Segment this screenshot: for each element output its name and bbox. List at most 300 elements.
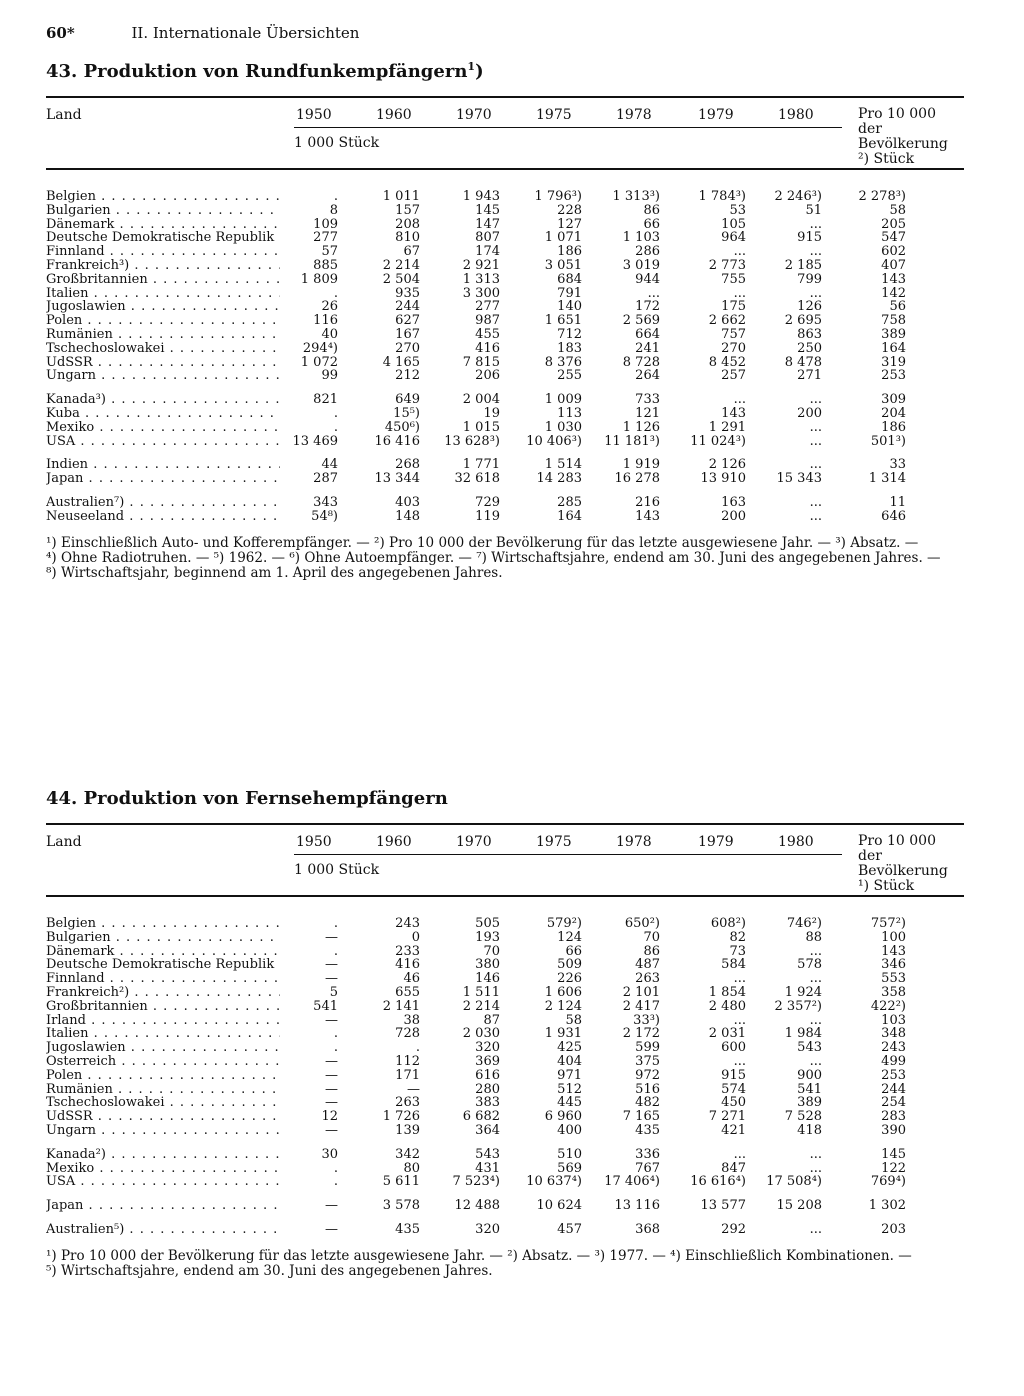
value-cell: 1 606: [544, 984, 582, 1000]
value-cell: 143: [881, 271, 906, 287]
country-name: Finnland . . .: [46, 972, 280, 986]
value-cell: 119: [475, 508, 500, 524]
value-cell: 228: [557, 202, 582, 218]
chapter-title: II. Internationale Übersichten: [131, 24, 360, 42]
table-row: [46, 369, 964, 383]
table-44-section: [46, 788, 964, 1279]
value-cell: 2 214: [462, 998, 500, 1014]
value-cell: 972: [635, 1067, 660, 1083]
value-cell: 175: [721, 299, 746, 315]
value-cell: 1 854: [708, 984, 746, 1000]
table-row: [46, 1162, 964, 1176]
value-cell: 58: [889, 202, 906, 218]
country-name: Dänemark . . .: [46, 218, 280, 232]
value-cell: 791: [557, 285, 582, 301]
value-cell: ...: [809, 457, 822, 473]
header-land: Land: [46, 107, 82, 123]
value-cell: ...: [809, 1053, 822, 1069]
table-row: [46, 458, 964, 472]
table-row: [46, 287, 964, 301]
value-cell: —: [325, 1053, 338, 1069]
header-year-1978: 1978: [616, 834, 652, 850]
footnote-line: ⁴) Ohne Radiotruhen. — ⁵) 1962. — ⁶) Ohne Autoempfänger. — ⁷) Wirtschaftsjahre, endend am 30. Juni des angegebenen Jahres. —: [46, 549, 941, 566]
value-cell: 122: [881, 1160, 906, 1176]
value-cell: 13 116: [614, 1198, 660, 1214]
value-cell: 174: [475, 244, 500, 260]
value-cell: 1 809: [300, 271, 338, 287]
value-cell: 971: [557, 1067, 582, 1083]
value-cell: 509: [557, 957, 582, 973]
value-cell: 13 344: [374, 471, 420, 487]
country-name: Deutsche Demokratische Republik . . .: [46, 958, 280, 972]
value-cell: ...: [809, 494, 822, 510]
value-cell: .: [333, 419, 338, 435]
value-cell: 140: [557, 299, 582, 315]
value-cell: 116: [313, 313, 338, 329]
country-name: Australien⁷) . . .: [46, 496, 280, 510]
value-cell: 1 511: [462, 984, 500, 1000]
value-cell: ...: [809, 943, 822, 959]
value-cell: 505: [475, 916, 500, 931]
value-cell: 2 278³): [858, 189, 906, 204]
value-cell: 10 406³): [526, 433, 582, 449]
value-cell: 8 452: [708, 354, 746, 370]
country-name: Jugoslawien . . .: [46, 300, 280, 314]
table-row: [46, 421, 964, 435]
value-cell: 343: [313, 494, 338, 510]
value-cell: 1 291: [708, 419, 746, 435]
table-row: [46, 218, 964, 232]
header-year-1979: 1979: [698, 107, 734, 123]
value-cell: 253: [881, 368, 906, 384]
value-cell: 226: [557, 971, 582, 987]
value-cell: 277: [475, 299, 500, 315]
table-row: [46, 259, 964, 273]
value-cell: .: [333, 285, 338, 301]
value-cell: 67: [403, 244, 420, 260]
value-cell: 746²): [786, 916, 822, 931]
country-name: Japan . . .: [46, 1199, 280, 1213]
value-cell: 15⁵): [393, 405, 420, 421]
value-cell: 40: [321, 326, 338, 342]
country-name: Indien . . .: [46, 458, 280, 472]
value-cell: 51: [805, 202, 822, 218]
country-name: Großbritannien . . .: [46, 273, 280, 287]
value-cell: 243: [881, 1040, 906, 1056]
value-cell: ...: [809, 433, 822, 449]
value-cell: 729: [475, 494, 500, 510]
table-43-section: [46, 60, 964, 581]
table-44-title: [46, 788, 964, 809]
country-name: Polen . . .: [46, 1069, 280, 1083]
value-cell: 758: [881, 313, 906, 329]
value-cell: 53: [729, 202, 746, 218]
value-cell: 113: [557, 405, 582, 421]
value-cell: 254: [881, 1095, 906, 1111]
table-43-title: 43. Produktion von Rundfunkempfängern$^1$): [46, 60, 484, 82]
value-cell: 1 784³): [698, 189, 746, 204]
value-cell: 964: [721, 230, 746, 246]
value-cell: ...: [809, 244, 822, 260]
value-cell: 17 406⁴): [604, 1174, 660, 1190]
value-cell: 7 528: [784, 1109, 822, 1125]
value-cell: 655: [395, 984, 420, 1000]
value-cell: 287: [313, 471, 338, 487]
value-cell: 13 469: [292, 433, 338, 449]
country-name: Irland . . .: [46, 1014, 280, 1028]
value-cell: 143: [635, 508, 660, 524]
table-row: [46, 328, 964, 342]
country-name: Bulgarien . . .: [46, 204, 280, 218]
table-row: [46, 204, 964, 218]
value-cell: 73: [729, 943, 746, 959]
table-row: [46, 1175, 964, 1189]
page-header: [46, 24, 359, 42]
value-cell: 264: [635, 368, 660, 384]
value-cell: 1 302: [868, 1198, 906, 1214]
value-cell: 142: [881, 285, 906, 301]
value-cell: .: [333, 189, 338, 204]
header-year-1960: 1960: [376, 107, 412, 123]
value-cell: 167: [395, 326, 420, 342]
value-cell: 1 011: [382, 189, 420, 204]
value-cell: 358: [881, 984, 906, 1000]
value-cell: 2 921: [462, 257, 500, 273]
country-name: Kuba . . .: [46, 407, 280, 421]
value-cell: 8: [329, 202, 338, 218]
value-cell: 8 376: [544, 354, 582, 370]
value-cell: 435: [395, 1221, 420, 1237]
value-cell: 1 651: [544, 313, 582, 329]
value-cell: 57: [321, 244, 338, 260]
value-cell: 30: [321, 1146, 338, 1162]
value-cell: —: [325, 1067, 338, 1083]
value-cell: 728: [395, 1026, 420, 1042]
value-cell: 124: [557, 929, 582, 945]
value-cell: 206: [475, 368, 500, 384]
value-cell: 578: [797, 957, 822, 973]
value-cell: —: [325, 1198, 338, 1214]
value-cell: 2 141: [382, 998, 420, 1014]
value-cell: 193: [475, 929, 500, 945]
value-cell: .: [333, 1026, 338, 1042]
value-cell: 2 569: [622, 313, 660, 329]
header-per-10000: Pro 10 000 der Bevölkerung ²) Stück: [858, 106, 948, 167]
country-name: Belgien . . .: [46, 917, 280, 931]
value-cell: ...: [809, 419, 822, 435]
value-cell: 164: [881, 340, 906, 356]
country-name: Italien . . .: [46, 1027, 280, 1041]
country-name: Rumänien . . .: [46, 328, 280, 342]
country-name: UdSSR . . .: [46, 356, 280, 370]
value-cell: .: [333, 916, 338, 931]
value-cell: 646: [881, 508, 906, 524]
header-year-1950: 1950: [296, 834, 332, 850]
value-cell: 208: [395, 216, 420, 232]
value-cell: 241: [635, 340, 660, 356]
value-cell: 13 628³): [444, 433, 500, 449]
value-cell: 103: [881, 1012, 906, 1028]
value-cell: 11 181³): [604, 433, 660, 449]
value-cell: 204: [881, 405, 906, 421]
value-cell: 807: [475, 230, 500, 246]
value-cell: 243: [395, 916, 420, 931]
value-cell: 146: [475, 971, 500, 987]
value-cell: 915: [721, 1067, 746, 1083]
value-cell: 1 514: [544, 457, 582, 473]
table-43-footnotes: [46, 536, 946, 581]
value-cell: 200: [797, 405, 822, 421]
value-cell: 435: [635, 1122, 660, 1138]
table-row: [46, 393, 964, 407]
value-cell: 684: [557, 271, 582, 287]
value-cell: 257: [721, 368, 746, 384]
table-44-number: 44.: [46, 788, 78, 809]
value-cell: 286: [635, 244, 660, 260]
value-cell: ...: [733, 285, 746, 301]
table-44-header: [46, 823, 964, 897]
value-cell: 457: [557, 1221, 582, 1237]
header-rule: [294, 854, 842, 855]
value-cell: 3 051: [544, 257, 582, 273]
table-43-header: [46, 96, 964, 170]
value-cell: 54⁸): [311, 508, 338, 524]
country-name: Tschechoslowakei . . .: [46, 1096, 280, 1110]
table-row: [46, 314, 964, 328]
country-name: Finnland . . .: [46, 245, 280, 259]
value-cell: 885: [313, 257, 338, 273]
value-cell: ...: [733, 1146, 746, 1162]
country-name: USA . . .: [46, 1175, 280, 1189]
table-row: [46, 1124, 964, 1138]
value-cell: 244: [395, 299, 420, 315]
value-cell: 416: [395, 957, 420, 973]
header-year-1975: 1975: [536, 834, 572, 850]
value-cell: 600: [721, 1040, 746, 1056]
value-cell: 5 611: [382, 1174, 420, 1190]
value-cell: 346: [881, 957, 906, 973]
value-cell: ...: [809, 392, 822, 408]
value-cell: 487: [635, 957, 660, 973]
table-row: [46, 1096, 964, 1110]
value-cell: 390: [881, 1122, 906, 1138]
value-cell: 1 984: [784, 1026, 822, 1042]
table-row: [46, 1041, 964, 1055]
value-cell: 87: [483, 1012, 500, 1028]
country-name: Italien . . .: [46, 287, 280, 301]
value-cell: 7 271: [708, 1109, 746, 1125]
value-cell: 757: [721, 326, 746, 342]
table-row: [46, 972, 964, 986]
value-cell: 547: [881, 230, 906, 246]
value-cell: 7 815: [462, 354, 500, 370]
value-cell: 127: [557, 216, 582, 232]
value-cell: 8 478: [784, 354, 822, 370]
value-cell: .: [415, 1040, 420, 1056]
value-cell: 14 283: [536, 471, 582, 487]
value-cell: 810: [395, 230, 420, 246]
country-name: Ungarn . . .: [46, 369, 280, 383]
value-cell: 2 101: [622, 984, 660, 1000]
country-name: USA . . .: [46, 435, 280, 449]
value-cell: 863: [797, 326, 822, 342]
value-cell: 767: [635, 1160, 660, 1176]
value-cell: ...: [809, 1146, 822, 1162]
value-cell: 380: [475, 957, 500, 973]
value-cell: 4 165: [382, 354, 420, 370]
country-name: Rumänien . . .: [46, 1083, 280, 1097]
value-cell: 263: [635, 971, 660, 987]
value-cell: 109: [313, 216, 338, 232]
country-name: Frankreich³) . . .: [46, 259, 280, 273]
value-cell: 277: [313, 230, 338, 246]
value-cell: 418: [797, 1122, 822, 1138]
country-name: Australien⁵) . . .: [46, 1223, 280, 1237]
value-cell: 1 931: [544, 1026, 582, 1042]
table-row: [46, 1148, 964, 1162]
value-cell: 99: [321, 368, 338, 384]
value-cell: ...: [733, 1012, 746, 1028]
value-cell: 2 031: [708, 1026, 746, 1042]
value-cell: 944: [635, 271, 660, 287]
value-cell: 900: [797, 1067, 822, 1083]
value-cell: 407: [881, 257, 906, 273]
value-cell: 100: [881, 929, 906, 945]
header-unit: 1 000 Stück: [294, 135, 380, 151]
value-cell: ...: [733, 1053, 746, 1069]
value-cell: 1 726: [382, 1109, 420, 1125]
value-cell: 46: [403, 971, 420, 987]
table-row: [46, 1223, 964, 1237]
value-cell: 32 618: [454, 471, 500, 487]
header-year-1980: 1980: [778, 834, 814, 850]
value-cell: 510: [557, 1146, 582, 1162]
value-cell: 1 015: [462, 419, 500, 435]
value-cell: 126: [797, 299, 822, 315]
value-cell: 431: [475, 1160, 500, 1176]
value-cell: 38: [403, 1012, 420, 1028]
value-cell: 2 480: [708, 998, 746, 1014]
value-cell: 80: [403, 1160, 420, 1176]
page-number: 60*: [46, 24, 75, 42]
value-cell: —: [325, 929, 338, 945]
header-unit: 1 000 Stück: [294, 862, 380, 878]
value-cell: ...: [809, 1221, 822, 1237]
value-cell: 8 728: [622, 354, 660, 370]
value-cell: 105: [721, 216, 746, 232]
country-name: Frankreich²) . . .: [46, 986, 280, 1000]
value-cell: 1 771: [462, 457, 500, 473]
value-cell: ...: [809, 285, 822, 301]
table-row: [46, 1055, 964, 1069]
footnote-line: ⁵) Wirtschaftsjahre, endend am 30. Juni des angegebenen Jahres.: [46, 1262, 493, 1279]
table-row: [46, 1000, 964, 1014]
table-43-body: [46, 190, 964, 524]
value-cell: 847: [721, 1160, 746, 1176]
value-cell: 3 019: [622, 257, 660, 273]
footnote-line: ¹) Einschließlich Auto- und Kofferempfänger. — ²) Pro 10 000 der Bevölkerung für das letzte ausgewiesene Jahr. — ³) Absatz. —: [46, 534, 919, 551]
value-cell: 3 578: [382, 1198, 420, 1214]
table-43-title-note: 1: [467, 60, 476, 73]
value-cell: 15 343: [776, 471, 822, 487]
value-cell: 2 695: [784, 313, 822, 329]
value-cell: 186: [557, 244, 582, 260]
value-cell: 627: [395, 313, 420, 329]
value-cell: 987: [475, 313, 500, 329]
value-cell: 421: [721, 1122, 746, 1138]
value-cell: 82: [729, 929, 746, 945]
value-cell: 250: [797, 340, 822, 356]
header-year-1970: 1970: [456, 834, 492, 850]
value-cell: 203: [881, 1221, 906, 1237]
header-year-1975: 1975: [536, 107, 572, 123]
value-cell: 263: [395, 1095, 420, 1111]
value-cell: 17 508⁴): [766, 1174, 822, 1190]
value-cell: 320: [475, 1040, 500, 1056]
header-year-1970: 1970: [456, 107, 492, 123]
value-cell: 172: [635, 299, 660, 315]
value-cell: 270: [395, 340, 420, 356]
value-cell: 66: [565, 943, 582, 959]
value-cell: 2 030: [462, 1026, 500, 1042]
value-cell: 416: [475, 340, 500, 356]
value-cell: 757²): [870, 916, 906, 931]
value-cell: 501³): [870, 433, 906, 449]
table-44-title-text: Produktion von Fernsehempfängern: [83, 788, 448, 809]
value-cell: 664: [635, 326, 660, 342]
table-row: [46, 356, 964, 370]
value-cell: 799: [797, 271, 822, 287]
value-cell: 455: [475, 326, 500, 342]
value-cell: 271: [797, 368, 822, 384]
value-cell: ...: [733, 971, 746, 987]
table-row: [46, 510, 964, 524]
value-cell: 2 417: [622, 998, 660, 1014]
header-per-10000: Pro 10 000 der Bevölkerung ¹) Stück: [858, 833, 948, 894]
value-cell: 769⁴): [870, 1174, 906, 1190]
value-cell: 205: [881, 216, 906, 232]
value-cell: 86: [643, 943, 660, 959]
table-row: [46, 472, 964, 486]
table-row: [46, 190, 964, 204]
country-name: Deutsche Demokratische Republik . . .: [46, 231, 280, 245]
footnote-line: ⁸) Wirtschaftsjahr, beginnend am 1. April des angegebenen Jahres.: [46, 564, 503, 581]
value-cell: —: [325, 1221, 338, 1237]
value-cell: 10 637⁴): [526, 1174, 582, 1190]
value-cell: 1 943: [462, 189, 500, 204]
header-rule: [294, 127, 842, 128]
value-cell: 649: [395, 392, 420, 408]
value-cell: 574: [721, 1081, 746, 1097]
value-cell: 543: [797, 1040, 822, 1056]
value-cell: 183: [557, 340, 582, 356]
value-cell: 482: [635, 1095, 660, 1111]
country-name: Bulgarien . . .: [46, 931, 280, 945]
value-cell: .: [333, 1160, 338, 1176]
value-cell: 348: [881, 1026, 906, 1042]
value-cell: 268: [395, 457, 420, 473]
value-cell: 13 577: [700, 1198, 746, 1214]
value-cell: 294⁴): [302, 340, 338, 356]
value-cell: 233: [395, 943, 420, 959]
value-cell: 422²): [870, 998, 906, 1014]
value-cell: 1 313: [462, 271, 500, 287]
table-row: [46, 917, 964, 931]
value-cell: 56: [889, 299, 906, 315]
value-cell: —: [325, 971, 338, 987]
value-cell: 280: [475, 1081, 500, 1097]
country-name: Jugoslawien . . .: [46, 1041, 280, 1055]
